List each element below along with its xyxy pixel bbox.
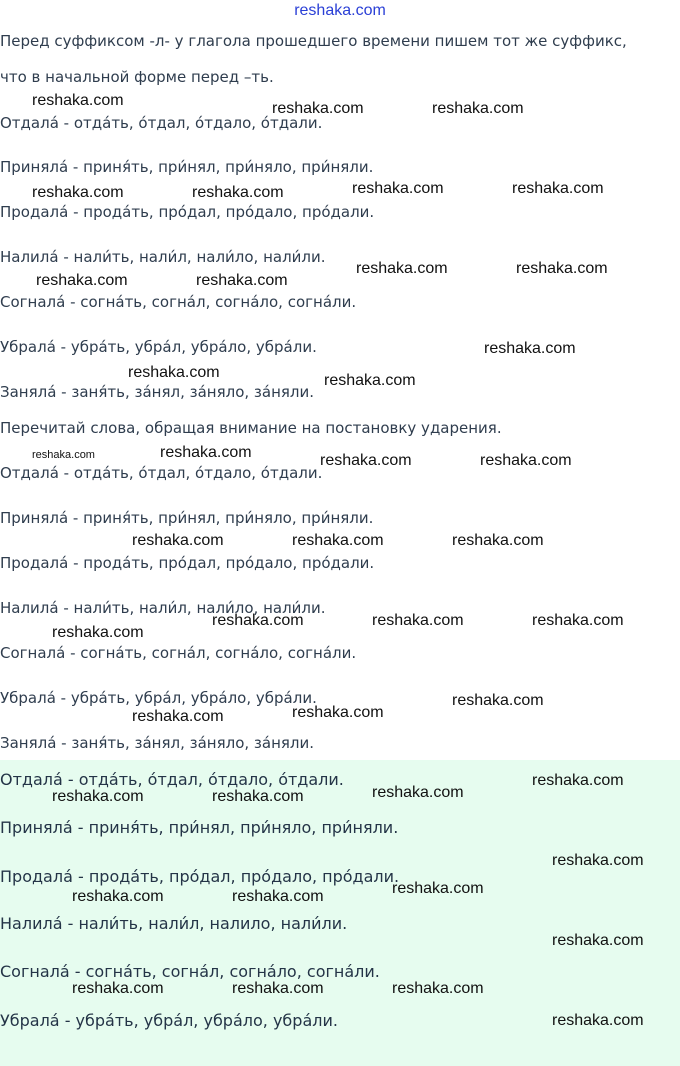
verb-line: Заняла́ - заня́ть, за́нял, за́няло, за́няли. (0, 383, 315, 401)
watermark: reshaka.com (352, 180, 444, 197)
verb-line: Продала́ - прода́ть, про́дал, про́дало, про́дали. (0, 203, 375, 221)
verb-line: Убрала́ - убра́ть, убра́л, убра́ло, убра́ли. (0, 689, 317, 707)
watermark: reshaka.com (36, 272, 128, 289)
intro-line-2: что в начальной форме перед –ть. (0, 68, 274, 86)
watermark: reshaka.com (452, 532, 544, 549)
watermark: reshaka.com (484, 340, 576, 357)
watermark: reshaka.com (516, 260, 608, 277)
watermark: reshaka.com (232, 980, 324, 997)
watermark: reshaka.com (32, 449, 95, 461)
watermark: reshaka.com (32, 184, 124, 201)
watermark: reshaka.com (128, 364, 220, 381)
watermark: reshaka.com (72, 980, 164, 997)
verb-line: Согнала́ - согна́ть, согна́л, согна́ло, согна́ли. (0, 962, 380, 981)
watermark: reshaka.com (32, 92, 124, 109)
watermark: reshaka.com (356, 260, 448, 277)
verb-line: Согнала́ - согна́ть, согна́л, согна́ло, согна́ли. (0, 293, 357, 311)
watermark: reshaka.com (392, 980, 484, 997)
site-title-link[interactable]: reshaka.com (294, 2, 386, 19)
verb-line: Отдала́ - отда́ть, о́тдал, о́тдало, о́тдали. (0, 114, 323, 132)
verb-line: Приняла́ - приня́ть, при́нял, при́няло, при́няли. (0, 509, 374, 527)
watermark: reshaka.com (324, 372, 416, 389)
watermark: reshaka.com (372, 784, 464, 801)
watermark: reshaka.com (192, 184, 284, 201)
watermark: reshaka.com (132, 708, 224, 725)
watermark: reshaka.com (552, 852, 644, 869)
watermark: reshaka.com (292, 532, 384, 549)
watermark: reshaka.com (532, 772, 624, 789)
watermark: reshaka.com (196, 272, 288, 289)
watermark: reshaka.com (552, 932, 644, 949)
verb-line: Налила́ - нали́ть, нали́л, налило, нали́ли. (0, 914, 348, 933)
watermark: reshaka.com (532, 612, 624, 629)
watermark: reshaka.com (160, 444, 252, 461)
verb-line: Приняла́ - приня́ть, при́нял, при́няло, при́няли. (0, 158, 374, 176)
watermark: reshaka.com (232, 888, 324, 905)
verb-line: Продала́ - прода́ть, про́дал, про́дало, про́дали. (0, 867, 400, 886)
verb-line: Убрала́ - убра́ть, убра́л, убра́ло, убра́ли. (0, 338, 317, 356)
verb-line: Отдала́ - отда́ть, о́тдал, о́тдало, о́тдали. (0, 770, 344, 789)
watermark: reshaka.com (72, 888, 164, 905)
watermark: reshaka.com (212, 788, 304, 805)
watermark: reshaka.com (272, 100, 364, 117)
watermark: reshaka.com (512, 180, 604, 197)
verb-line: Налила́ - нали́ть, нали́л, нали́ло, нали́ли. (0, 599, 326, 617)
verb-line: Налила́ - нали́ть, нали́л, нали́ло, нали́ли. (0, 248, 326, 266)
watermark: reshaka.com (132, 532, 224, 549)
verb-line: Согнала́ - согна́ть, согна́л, согна́ло, согна́ли. (0, 644, 357, 662)
watermark: reshaka.com (292, 704, 384, 721)
watermark: reshaka.com (52, 624, 144, 641)
watermark: reshaka.com (480, 452, 572, 469)
watermark: reshaka.com (552, 1012, 644, 1029)
intro-line-1: Перед суффиксом -л- у глагола прошедшего времени пишем тот же суффикс, (0, 32, 627, 50)
verb-line: Приняла́ - приня́ть, при́нял, при́няло, при́няли. (0, 818, 399, 837)
verb-line: Отдала́ - отда́ть, о́тдал, о́тдало, о́тдали. (0, 464, 323, 482)
task-instruction: Перечитай слова, обращая внимание на постановку ударения. (0, 419, 502, 437)
watermark: reshaka.com (320, 452, 412, 469)
watermark: reshaka.com (392, 880, 484, 897)
watermark: reshaka.com (372, 612, 464, 629)
watermark: reshaka.com (432, 100, 524, 117)
verb-line: Продала́ - прода́ть, про́дал, про́дало, про́дали. (0, 554, 375, 572)
watermark: reshaka.com (452, 692, 544, 709)
watermark: reshaka.com (212, 612, 304, 629)
watermark: reshaka.com (52, 788, 144, 805)
verb-line: Убрала́ - убра́ть, убра́л, убра́ло, убра́ли. (0, 1011, 338, 1030)
verb-line: Заняла́ - заня́ть, за́нял, за́няло, за́няли. (0, 734, 315, 752)
